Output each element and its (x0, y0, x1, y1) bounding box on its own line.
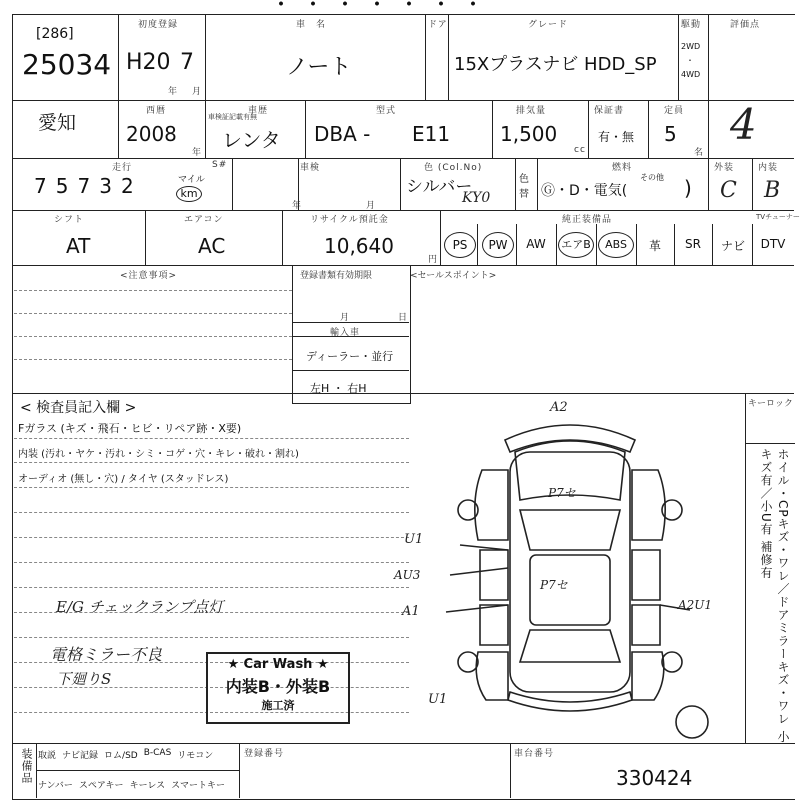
interior-label: 内装 (758, 163, 779, 173)
row-divider (12, 100, 794, 101)
equip-pw: PW (482, 232, 514, 258)
score-label: 評価点 (730, 20, 761, 30)
footer-items-bottom (38, 778, 225, 791)
inspection-month: 月 (366, 201, 377, 211)
right-rear-fender (632, 652, 664, 700)
color-change: 色替 (519, 174, 529, 200)
door-label: ドア (428, 20, 448, 30)
footer-item: キーレス (129, 781, 166, 791)
right-front-fender (632, 470, 665, 540)
first-reg-month: 7 (180, 50, 194, 75)
first-reg-label: 初度登録 (138, 20, 179, 30)
mileage-digit: 7 (77, 174, 91, 198)
rear-bumper (508, 692, 632, 711)
col-divider (305, 100, 306, 158)
equip-label: 純正装備品 (562, 215, 613, 225)
left-rear-fender (476, 652, 508, 700)
expiry-day: 日 (398, 313, 409, 323)
car-wash-done: 施工済 (261, 699, 295, 712)
car-wash-label: ★ Car Wash ★ (227, 657, 329, 672)
inspector-title: < 検査員記入欄 > (20, 400, 137, 416)
sheet-title: ・・・・・・・ (270, 0, 495, 18)
capacity-label: 定員 (664, 106, 685, 116)
footer-item: 取説 (38, 751, 57, 761)
displacement-label: 排気量 (516, 106, 547, 116)
expiry-month: 月 (340, 313, 351, 323)
model-label: 型式 (376, 106, 397, 116)
col-divider (205, 100, 206, 158)
col-divider (118, 100, 119, 158)
usage-value: レンタ (222, 128, 281, 152)
col-divider (282, 210, 283, 265)
mileage-digit: 7 (34, 174, 47, 198)
col-divider (648, 100, 649, 158)
chassis-number: 330424 (616, 766, 693, 790)
col-divider (492, 100, 493, 158)
exterior-label: 外装 (714, 163, 735, 173)
col-divider (537, 158, 538, 210)
inspection-year: 年 (292, 201, 303, 211)
equip-abs: ABS (598, 232, 634, 258)
steering-option: 左H ・ 右H (310, 382, 367, 395)
year-unit-2: 年 (192, 148, 203, 158)
capacity-unit: 名 (694, 148, 705, 158)
interior: B (764, 178, 781, 203)
year-value: 2008 (126, 122, 177, 146)
fuel-label: 燃料 (612, 163, 633, 173)
lot-bracket: [286] (36, 26, 74, 42)
equip-airbag: エアB (558, 232, 594, 258)
left-front-fender (475, 470, 508, 540)
dealer-option: ディーラー・並行 (306, 350, 394, 363)
mileage-digits (34, 174, 134, 198)
exterior: C (720, 178, 737, 203)
region: 愛知 (38, 112, 77, 134)
import-label: 輸入車 (330, 328, 361, 338)
row-divider (12, 158, 794, 159)
row-divider (12, 210, 794, 211)
left-front-door (480, 550, 508, 600)
mileage-digit: 3 (99, 174, 112, 198)
grade-label: グレード (528, 20, 569, 30)
mark-right-a2u1: A2U1 (678, 598, 713, 612)
col-divider (118, 14, 119, 100)
footer-item: スペアキー (78, 781, 124, 791)
mark-hood-p7: P7セ (548, 486, 576, 500)
col-divider (425, 14, 426, 100)
caution-label: <注意事項> (120, 271, 178, 281)
footer-item: ナンバー (38, 781, 73, 791)
mileage-digit: 5 (55, 174, 69, 198)
equip-aw: AW (526, 237, 546, 251)
footer-item: B-CAS (143, 748, 172, 758)
handnote-underbody: 下廻りS (56, 670, 112, 688)
yen-unit: 円 (428, 255, 439, 265)
equipment-row (440, 224, 794, 265)
col-divider (145, 210, 146, 265)
equip-navi: ナビ (720, 239, 745, 253)
col-divider (205, 14, 206, 100)
mileage-digit: 2 (120, 174, 134, 198)
col-divider (752, 158, 753, 210)
color: シルバー (406, 177, 473, 197)
col-divider (232, 158, 233, 210)
usage-label: 車歴 (248, 106, 269, 116)
mark-roof-p7: P7セ (540, 578, 568, 592)
color-label: 色 (Col.No) (424, 163, 483, 173)
wheel-rear-right (662, 652, 682, 672)
ac-label: エアコン (184, 215, 224, 225)
rear-window (520, 630, 620, 662)
right-front-door (632, 550, 660, 600)
mark-left-u1: U1 (404, 532, 424, 547)
left-rear-door (480, 605, 508, 645)
handnote-engine-lamp: E/G チェックランプ点灯 (56, 598, 224, 616)
mark-left-a1: A1 (402, 604, 420, 619)
tuner-label: TVチューナー (756, 213, 800, 221)
car-diagram (420, 400, 740, 745)
reg-number-label: 登録番号 (244, 749, 285, 759)
wheel-rear-left (458, 652, 478, 672)
inspector-line1: Fガラス (キズ・飛石・ヒビ・リペア跡・X要) (18, 422, 242, 435)
col-divider (588, 100, 589, 158)
recycle: 10,640 (324, 234, 394, 258)
car-wash-result: 内装B・外装B (225, 677, 331, 696)
sales-point-label: <セールスポイント> (410, 271, 497, 281)
footer-item: ロム/SD (104, 751, 138, 761)
mark-left-au3: AU3 (394, 568, 421, 582)
spare-tire (676, 706, 708, 738)
footer-item: リモコン (177, 751, 214, 761)
warranty: 有・無 (598, 130, 635, 144)
warranty-label: 保証書 (594, 106, 625, 116)
car-wash-stamp (206, 652, 350, 724)
car-name-label: 車 名 (296, 20, 327, 30)
col-divider (708, 14, 709, 210)
fuel-other: その他 (640, 173, 664, 182)
shift-label: シフト (54, 215, 85, 225)
inspector-line3: オーディオ (無し・穴) / タイヤ (スタッドレス) (18, 474, 229, 485)
equip-dtv: DTV (760, 237, 786, 251)
capacity: 5 (664, 122, 677, 146)
col-divider (448, 14, 449, 100)
mile-label: マイル (178, 175, 205, 185)
drive-dot: ・ (686, 56, 694, 65)
damage-legend: ホイル・CPキズ・ワレ／ドアミラーキズ・ワレ 小キズ有／小U有 補修有 (759, 448, 790, 744)
col-divider (400, 158, 401, 210)
month-unit: 月 (192, 87, 203, 97)
drive-4wd: 4WD (681, 70, 701, 79)
cc-unit: cc (574, 145, 586, 155)
mark-front-a2: A2 (550, 400, 568, 415)
year-label: 西暦 (146, 106, 167, 116)
reg-expiry-label: 登録書類有効期限 (300, 271, 373, 281)
inspection-label: 車検 (300, 163, 321, 173)
right-rear-door (632, 605, 660, 645)
s-label: S# (212, 160, 228, 170)
first-reg-era: H20 (126, 50, 171, 75)
footer-item: ナビ記録 (62, 751, 99, 761)
km-label: km (176, 186, 202, 202)
car-name: ノート (286, 55, 352, 80)
col-divider (678, 14, 679, 100)
handnote-mirror: 電格ミラー不良 (50, 645, 163, 664)
items-label: 装備品 (20, 748, 33, 784)
model-prefix: DBA - (314, 122, 371, 146)
recycle-label: リサイクル預託金 (310, 215, 389, 225)
fuel: Ⓖ・D・電気( (541, 183, 628, 199)
col-divider (515, 158, 516, 210)
grade: 15Xプラスナビ HDD_SP (454, 54, 657, 75)
equip-leather: 革 (648, 239, 661, 253)
fuel-close: ) (684, 176, 692, 200)
key-lock-label: キーロック (748, 399, 793, 409)
equip-sr: SR (685, 237, 701, 251)
score: 4 (730, 100, 757, 149)
equip-ps: PS (444, 232, 476, 258)
windshield (520, 510, 620, 550)
shift: AT (66, 234, 91, 258)
year-unit: 年 (168, 87, 179, 97)
drive-2wd: 2WD (681, 42, 701, 51)
footer-items-top (38, 748, 213, 761)
drive-label: 駆動 (681, 20, 702, 30)
inspector-line2: 内装 (汚れ・ヤケ・汚れ・シミ・コゲ・穴・キレ・破れ・割れ) (18, 449, 299, 460)
ac: AC (198, 234, 226, 258)
model-value: E11 (412, 122, 451, 146)
mark-rear-u1: U1 (428, 692, 448, 707)
displacement: 1,500 (500, 122, 558, 146)
lot-number: 25034 (22, 48, 112, 81)
usage-note: 車検証記載有無 (208, 113, 257, 121)
color-code: KY0 (462, 190, 491, 206)
footer-item: スマートキー (171, 781, 225, 791)
chassis-label: 車台番号 (514, 749, 555, 759)
mileage-label: 走行 (112, 163, 133, 173)
